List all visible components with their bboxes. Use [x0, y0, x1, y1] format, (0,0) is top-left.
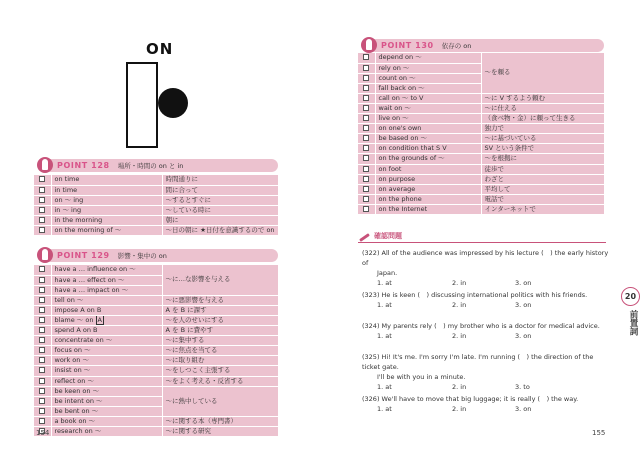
checkbox-icon[interactable]	[363, 176, 369, 182]
table-row	[34, 386, 278, 396]
checkbox-cell[interactable]	[358, 73, 375, 83]
table-row	[34, 215, 278, 225]
exercise-label: 確認問題	[374, 232, 402, 240]
phrase-en: on foot	[375, 164, 481, 174]
checkbox-cell[interactable]	[358, 174, 375, 184]
point130-number: POINT 130	[381, 40, 434, 50]
phrase-en-text: blame 〜 on	[54, 316, 96, 325]
checkbox-icon[interactable]	[363, 206, 369, 212]
checkbox-icon[interactable]	[39, 408, 45, 414]
checkbox-icon[interactable]	[363, 105, 369, 111]
point130-table	[358, 53, 604, 215]
checkbox-icon[interactable]	[363, 155, 369, 161]
question-323: (323) He is keen ( ) discussing international politics with his friends. 1. at 2. in 3. on	[362, 291, 588, 309]
question-325: (325) Hi! It's me. I'm sorry I'm late. I'm running ( ) the direction of the ticket gate. I'll be with you in a minute. 1. at 2. in 3. to	[362, 353, 594, 391]
meaning-ja: 〜に関する研究	[162, 427, 278, 437]
phrase-en: work on 〜	[51, 356, 162, 366]
checkbox-cell[interactable]	[358, 184, 375, 194]
checkbox-cell[interactable]	[358, 134, 375, 144]
checkbox-icon[interactable]	[363, 65, 369, 71]
checkbox-icon[interactable]	[363, 125, 369, 131]
checkbox-icon[interactable]	[39, 378, 45, 384]
table-row	[34, 315, 278, 325]
checkbox-cell[interactable]	[34, 265, 51, 275]
meaning-ja: 〜するとすぐに	[162, 195, 278, 205]
checkbox-icon[interactable]	[39, 337, 45, 343]
meaning-ja: 電話で	[481, 194, 604, 204]
checkbox-cell[interactable]	[34, 295, 51, 305]
option[interactable]: 3. on	[515, 301, 532, 309]
table-row	[34, 175, 278, 185]
meaning-ja: 〜に熱中している	[162, 386, 278, 416]
point128-header	[34, 154, 278, 176]
option[interactable]: 3. on	[515, 332, 532, 340]
meaning-ja: 〜している時に	[162, 205, 278, 215]
checkbox-cell[interactable]	[34, 305, 51, 315]
option[interactable]: 1. at	[377, 405, 392, 413]
checkbox-cell[interactable]	[34, 386, 51, 396]
checkbox-icon[interactable]	[39, 357, 45, 363]
checkbox-cell[interactable]	[34, 396, 51, 406]
meaning-ja: 〜を根拠に	[481, 154, 604, 164]
table-row	[34, 326, 278, 336]
point129-table	[34, 265, 278, 437]
meaning-ja: 〜を人のせいにする	[162, 315, 278, 325]
phrase-en	[51, 315, 162, 325]
option[interactable]: 3. on	[515, 279, 532, 287]
checkbox-icon[interactable]	[39, 367, 45, 373]
table-row	[358, 174, 604, 184]
checkbox-cell[interactable]	[358, 124, 375, 134]
table-row	[358, 184, 604, 194]
point128-number: POINT 128	[57, 160, 110, 170]
checkbox-cell[interactable]	[34, 336, 51, 346]
phrase-en: on 〜 ing	[51, 195, 162, 205]
checkbox-icon[interactable]	[39, 187, 45, 193]
phrase-en: depend on 〜	[375, 53, 481, 63]
checkbox-icon[interactable]	[363, 95, 369, 101]
checkbox-icon[interactable]	[39, 227, 45, 233]
table-row	[358, 103, 604, 113]
phrase-en: reflect on 〜	[51, 376, 162, 386]
option[interactable]: 2. in	[452, 301, 467, 309]
table-row	[34, 265, 278, 275]
meaning-ja: 〜に…な影響を与える	[162, 265, 278, 295]
meaning-ja: わざと	[481, 174, 604, 184]
phrase-en: research on 〜	[51, 427, 162, 437]
table-row	[358, 53, 604, 63]
checkbox-cell[interactable]	[34, 366, 51, 376]
table-row	[358, 134, 604, 144]
checkbox-cell[interactable]	[34, 195, 51, 205]
meaning-ja: インターネットで	[481, 204, 604, 214]
option[interactable]: 1. at	[377, 383, 392, 391]
checkbox-cell[interactable]	[34, 326, 51, 336]
table-row	[34, 356, 278, 366]
table-row	[358, 194, 604, 204]
phrase-en: in 〜 ing	[51, 205, 162, 215]
checkbox-cell[interactable]	[34, 346, 51, 356]
phrase-en: impose A on B	[51, 305, 162, 315]
phrase-en: on the morning of 〜	[51, 225, 162, 235]
checkbox-cell[interactable]	[34, 185, 51, 195]
figure-ball	[158, 88, 188, 118]
meaning-ja: 〜をよく考える・反省する	[162, 376, 278, 386]
checkbox-cell[interactable]	[358, 103, 375, 113]
option[interactable]: 3. to	[515, 383, 530, 391]
figure-title: ON	[146, 40, 174, 58]
checkbox-icon[interactable]	[39, 388, 45, 394]
checkbox-cell[interactable]	[34, 406, 51, 416]
checkbox-cell[interactable]	[358, 93, 375, 103]
checkbox-cell[interactable]	[358, 164, 375, 174]
meaning-ja: 徒歩で	[481, 164, 604, 174]
point129-number: POINT 129	[57, 250, 110, 260]
checkbox-cell[interactable]	[34, 205, 51, 215]
checkbox-icon[interactable]	[363, 145, 369, 151]
phrase-en: on the grounds of 〜	[375, 154, 481, 164]
checkbox-icon[interactable]	[363, 186, 369, 192]
table-row	[34, 336, 278, 346]
meaning-ja: 〜をしつこく主張する	[162, 366, 278, 376]
figure-surface-rect	[126, 62, 158, 148]
table-row	[34, 376, 278, 386]
checkbox-cell[interactable]	[34, 356, 51, 366]
phrase-en: insist on 〜	[51, 366, 162, 376]
checkbox-icon[interactable]	[39, 418, 45, 424]
meaning-ja: A を B に課す	[162, 305, 278, 315]
exercise-header	[358, 232, 606, 244]
checkbox-icon[interactable]	[39, 266, 45, 272]
meaning-ja: 〜に V するよう頼む	[481, 93, 604, 103]
option[interactable]: 2. in	[452, 383, 467, 391]
table-row	[358, 204, 604, 214]
checkbox-icon[interactable]	[363, 75, 369, 81]
point-hand-icon	[37, 245, 53, 265]
table-row	[358, 164, 604, 174]
chapter-title: 前置詞	[628, 310, 638, 336]
table-row	[34, 195, 278, 205]
phrase-en: be intent on 〜	[51, 396, 162, 406]
table-row	[34, 346, 278, 356]
meaning-ja: 〜に焦点を当てる	[162, 346, 278, 356]
table-row	[358, 93, 604, 103]
meaning-ja: （食べ物・金）に頼って生きる	[481, 114, 604, 124]
table-row	[358, 124, 604, 134]
meaning-ja: 〜に仕える	[481, 103, 604, 113]
meaning-ja: 独力で	[481, 124, 604, 134]
point128-subtitle: 場所・時間の on と in	[117, 161, 184, 170]
phrase-en: be based on 〜	[375, 134, 481, 144]
phrase-en: have a … effect on 〜	[51, 275, 162, 285]
checkbox-icon[interactable]	[39, 287, 45, 293]
point129-header	[34, 244, 278, 266]
table-row	[34, 416, 278, 426]
phrase-en: on the Internet	[375, 204, 481, 214]
checkbox-cell[interactable]	[34, 175, 51, 185]
phrase-en: tell on 〜	[51, 295, 162, 305]
checkbox-cell[interactable]	[358, 114, 375, 124]
phrase-en: be keen on 〜	[51, 386, 162, 396]
phrase-en: have a … impact on 〜	[51, 285, 162, 295]
point129-subtitle: 影響・集中の on	[117, 251, 167, 260]
checkbox-icon[interactable]	[363, 196, 369, 202]
table-row	[34, 295, 278, 305]
question-322: (322) All of the audience was impressed by his lecture ( ) the early history of Japan. 1. at 2. in 3. on	[362, 249, 609, 287]
option[interactable]: 3. on	[515, 405, 532, 413]
checkbox-icon[interactable]	[363, 115, 369, 121]
checkbox-icon[interactable]	[363, 85, 369, 91]
phrase-en: count on 〜	[375, 73, 481, 83]
checkbox-cell[interactable]	[358, 194, 375, 204]
checkbox-icon[interactable]	[39, 307, 45, 313]
checkbox-icon[interactable]	[39, 317, 45, 323]
checkbox-icon[interactable]	[363, 135, 369, 141]
checkbox-cell[interactable]	[358, 63, 375, 73]
phrase-en: be bent on 〜	[51, 406, 162, 416]
checkbox-cell[interactable]	[34, 215, 51, 225]
phrase-en: on the phone	[375, 194, 481, 204]
phrase-en: on average	[375, 184, 481, 194]
table-row	[34, 427, 278, 437]
checkbox-icon[interactable]	[39, 217, 45, 223]
phrase-en: a book on 〜	[51, 416, 162, 426]
option[interactable]: 1. at	[377, 332, 392, 340]
chapter-number: 20	[621, 287, 640, 306]
point130-subtitle: 依存の on	[441, 41, 472, 50]
table-row	[34, 225, 278, 235]
checkbox-icon[interactable]	[39, 327, 45, 333]
question-326: (326) We'll have to move that big luggage; it is really ( ) the way. 1. at 2. in 3. on	[362, 395, 579, 413]
phrase-en: have a … influence on 〜	[51, 265, 162, 275]
question-324: (324) My parents rely ( ) my brother who is a doctor for medical advice. 1. at 2. in 3. on	[362, 322, 600, 340]
checkbox-icon[interactable]	[39, 277, 45, 283]
phrase-en: rely on 〜	[375, 63, 481, 73]
phrase-en: focus on 〜	[51, 346, 162, 356]
option[interactable]: 1. at	[377, 279, 392, 287]
phrase-en: live on 〜	[375, 114, 481, 124]
checkbox-icon[interactable]	[39, 297, 45, 303]
phrase-en: in time	[51, 185, 162, 195]
option[interactable]: 2. in	[452, 279, 467, 287]
checkbox-cell[interactable]	[34, 285, 51, 295]
chapter-tab[interactable]	[621, 282, 640, 352]
checkbox-cell[interactable]	[34, 225, 51, 235]
table-row	[358, 154, 604, 164]
checkbox-cell[interactable]	[358, 144, 375, 154]
checkbox-cell[interactable]	[34, 275, 51, 285]
phrase-en: spend A on B	[51, 326, 162, 336]
checkbox-cell[interactable]	[34, 315, 51, 325]
checkbox-cell[interactable]	[34, 416, 51, 426]
phrase-en: wait on 〜	[375, 103, 481, 113]
phrase-en: fall back on 〜	[375, 83, 481, 93]
table-row	[34, 366, 278, 376]
checkbox-icon[interactable]	[39, 207, 45, 213]
phrase-en: in the morning	[51, 215, 162, 225]
table-row	[34, 185, 278, 195]
checkbox-cell[interactable]	[358, 154, 375, 164]
checkbox-cell[interactable]	[34, 376, 51, 386]
page-number-left: 154	[36, 429, 50, 437]
table-row	[34, 205, 278, 215]
meaning-ja: 平均して	[481, 184, 604, 194]
checkbox-icon[interactable]	[363, 166, 369, 172]
checkbox-icon[interactable]	[39, 347, 45, 353]
meaning-ja: A を B に費やす	[162, 326, 278, 336]
meaning-ja: 間に合って	[162, 185, 278, 195]
meaning-ja: 〜を頼る	[481, 53, 604, 93]
table-row	[34, 305, 278, 315]
meaning-ja: 朝に	[162, 215, 278, 225]
meaning-ja: SV という条件で	[481, 144, 604, 154]
checkbox-icon[interactable]	[39, 197, 45, 203]
page-number-right: 155	[592, 429, 606, 437]
boxed-letter: A	[97, 316, 102, 325]
option[interactable]: 1. at	[377, 301, 392, 309]
pencil-icon	[358, 232, 370, 242]
phrase-en: on condition that S V	[375, 144, 481, 154]
meaning-ja: 〜に取り組む	[162, 356, 278, 366]
phrase-en: on purpose	[375, 174, 481, 184]
meaning-ja: 〜に悪影響を与える	[162, 295, 278, 305]
point-hand-icon	[361, 35, 377, 55]
point-hand-icon	[37, 155, 53, 175]
option[interactable]: 2. in	[452, 405, 467, 413]
option[interactable]: 2. in	[452, 332, 467, 340]
phrase-en: call on 〜 to V	[375, 93, 481, 103]
point128-table	[34, 175, 278, 236]
table-row	[358, 144, 604, 154]
checkbox-icon[interactable]	[363, 54, 369, 60]
table-row	[358, 114, 604, 124]
checkbox-icon[interactable]	[39, 398, 45, 404]
phrase-en: on time	[51, 175, 162, 185]
checkbox-icon[interactable]	[39, 176, 45, 182]
phrase-en: on one's own	[375, 124, 481, 134]
meaning-ja: 〜日の朝に ★日付を意識するので on	[162, 225, 278, 235]
meaning-ja: 時間通りに	[162, 175, 278, 185]
meaning-ja: 〜に関する本（専門書）	[162, 416, 278, 426]
checkbox-cell[interactable]	[358, 204, 375, 214]
phrase-en: concentrate on 〜	[51, 336, 162, 346]
meaning-ja: 〜に集中する	[162, 336, 278, 346]
checkbox-cell[interactable]	[358, 83, 375, 93]
meaning-ja: 〜に基づいている	[481, 134, 604, 144]
